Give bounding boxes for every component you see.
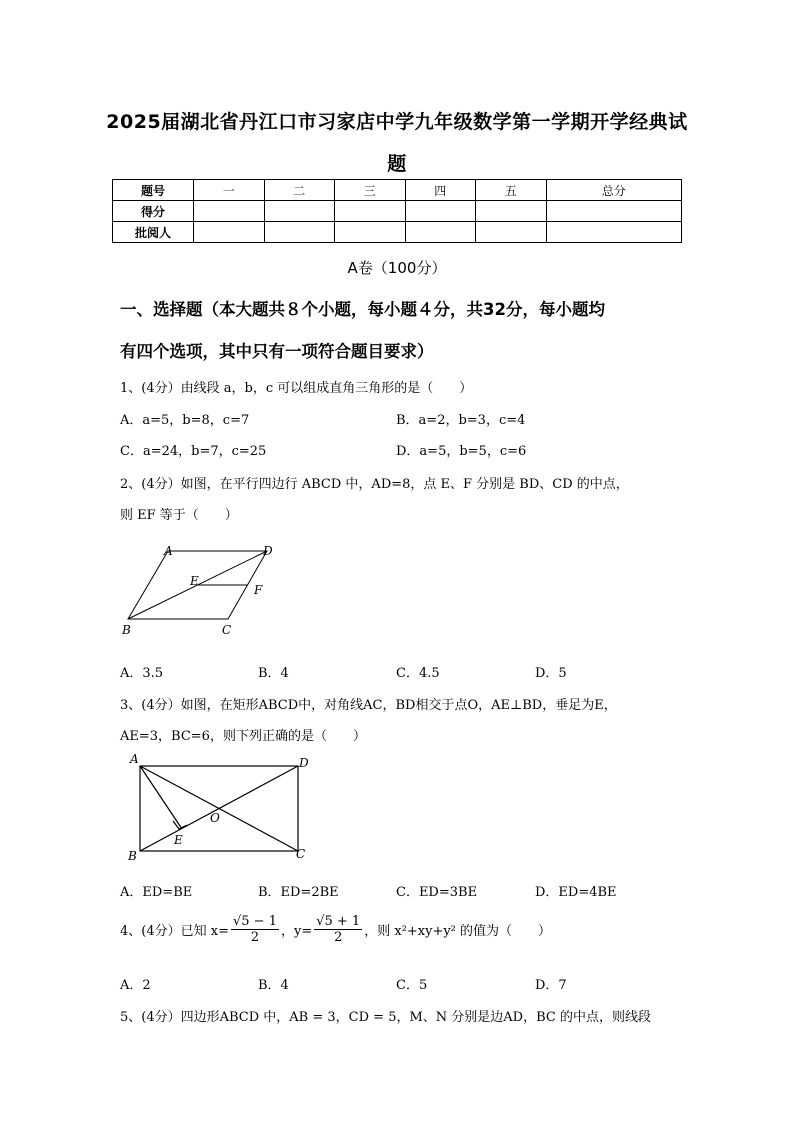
score-table-row [113,201,682,222]
question-4-option-a[interactable]: A．2 [120,978,151,993]
question-1-option-c[interactable]: C．a=24，b=7，c=25 [120,444,267,459]
question-1-option-a[interactable]: A．a=5，b=8，c=7 [120,413,250,428]
question-4-stem [120,914,551,945]
question-2-stem: 2、(4分）如图，在平行四边行 ABCD 中，AD=8，点 E、F 分别是 BD、CD 的中点， [120,477,629,492]
score-cell [194,222,265,243]
score-table-header-cell: 二 [264,180,335,201]
score-table-row-label: 批阅人 [113,222,194,243]
label-e: E [174,833,183,847]
question-2-option-b[interactable]: B．4 [258,666,289,681]
score-table-header-cell: 三 [335,180,406,201]
score-table-row [113,222,682,243]
score-cell [546,222,682,243]
question-4-option-b[interactable]: B．4 [258,978,289,993]
perpendicular-ae [140,766,182,829]
question-1-stem: 1、(4分）由线段 a，b，c 可以组成直角三角形的是（ ） [120,381,473,396]
label-e: E [190,574,199,588]
fraction-x [231,914,279,945]
question-3-option-a[interactable]: A．ED=BE [120,885,193,900]
score-table [112,179,682,243]
score-table-header-row [113,180,682,201]
page-title-continued: 题 [387,153,407,175]
question-3-stem: 3、(4分）如图，在矩形ABCD中，对角线AC，BD相交于点O，AE⊥BD，垂足为E， [120,698,617,713]
score-cell [476,201,547,222]
label-d: D [263,544,273,558]
question-2-option-a[interactable]: A．3.5 [120,666,164,681]
question-2-stem-continued: 则 EF 等于（ ） [120,508,238,523]
label-a: A [164,544,173,558]
fraction-x-denominator: 2 [250,930,260,945]
score-table-header-cell: 四 [405,180,476,201]
question-3-stem-continued: AE=3，BC=6，则下列正确的是（ ） [120,729,366,744]
score-cell [264,222,335,243]
label-b: B [128,849,137,863]
score-cell [335,201,406,222]
question-2-figure-parallelogram [110,540,290,640]
question-3-option-c[interactable]: C．ED=3BE [396,885,478,900]
question-4-suffix: ，则 x²+xy+y² 的值为（ ） [364,924,552,939]
label-a: A [130,752,139,766]
score-table-header-cell: 一 [194,180,265,201]
question-4-middle: ，y= [280,924,313,939]
score-table-header-cell: 总分 [546,180,682,201]
score-cell [476,222,547,243]
question-3-figure-rectangle [122,750,322,865]
question-3-option-d[interactable]: D．ED=4BE [535,885,617,900]
section-title: 一、选择题（本大题共８个小题，每小题４分，共32分，每小题均 [120,300,605,319]
score-cell [264,201,335,222]
question-2-option-c[interactable]: C．4.5 [396,666,440,681]
score-table-header-cell: 五 [476,180,547,201]
section-title-continued: 有四个选项，其中只有一项符合题目要求） [120,342,434,361]
question-4-option-d[interactable]: D．7 [535,978,567,993]
question-2-option-d[interactable]: D．5 [535,666,567,681]
question-3-option-b[interactable]: B．ED=2BE [258,885,339,900]
fraction-y-numerator: √5 + 1 [316,914,361,929]
score-cell [194,201,265,222]
question-1-option-b[interactable]: B．a=2，b=3，c=4 [396,413,526,428]
fraction-y [314,914,362,945]
score-cell [335,222,406,243]
score-table-header-cell: 题号 [113,180,194,201]
score-cell [405,222,476,243]
label-b: B [122,623,131,637]
fraction-y-denominator: 2 [334,930,343,945]
label-d: D [299,756,309,770]
page-title: 2025届湖北省丹江口市习家店中学九年级数学第一学期开学经典试 [106,111,688,133]
label-f: F [254,583,263,597]
label-c: C [296,847,306,861]
label-c: C [222,623,232,637]
question-4-prefix: 4、(4分）已知 x= [120,924,229,939]
score-table-row-label: 得分 [113,201,194,222]
question-4-option-c[interactable]: C．5 [396,978,428,993]
score-cell [405,201,476,222]
score-cell [546,201,682,222]
fraction-x-numerator: √5 − 1 [232,914,277,929]
paper-a-heading: A卷（100分） [347,259,447,277]
question-5-stem: 5、(4分）四边形ABCD 中，AB = 3，CD = 5，M、N 分别是边AD，BC 的中点，则线段 [120,1010,651,1025]
label-o: O [210,811,220,825]
question-1-option-d[interactable]: D．a=5，b=5，c=6 [396,444,527,459]
